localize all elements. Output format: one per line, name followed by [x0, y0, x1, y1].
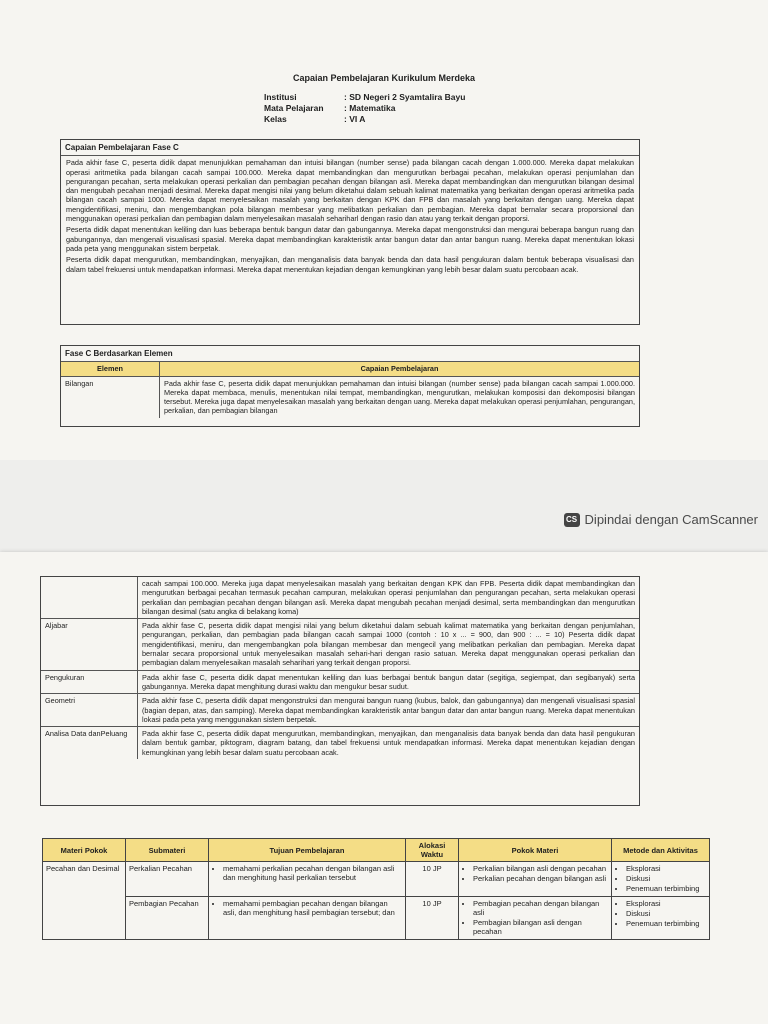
capaian-fase-c-box: [60, 139, 640, 325]
capaian-heading: Capaian Pembelajaran Fase C: [61, 140, 639, 156]
list-item: • Perkalian bilangan asli dengan pecahan: [473, 864, 608, 873]
meta-label: Mata Pelajaran: [264, 103, 324, 113]
list-item: • memahami pembagian pecahan dengan bilangan asli, dan menghitung hasil pembagian tersebut; dan: [223, 899, 402, 917]
col-header-pokok-materi: Pokok Materi: [459, 839, 612, 862]
capaian-col-header: Capaian Pembelajaran: [360, 364, 439, 374]
elemen-row: [41, 618, 639, 669]
elemen-row: [41, 693, 639, 726]
submateri-cell: Pembagian Pecahan: [126, 897, 209, 940]
camscanner-watermark: [564, 512, 758, 527]
list-item: • Penemuan terbimbing: [626, 919, 706, 928]
list-item: • Eksplorasi: [626, 864, 706, 873]
meta-value: : VI A: [344, 114, 366, 124]
list-item: • Diskusi: [626, 874, 706, 883]
capaian-paragraph: Peserta didik dapat mengurutkan, membandingkan, menyajikan, dan menganalisis data banyak benda dan data hasil pengukuran dalam bentuk beberapa visualisasi dan dalam tabel frekuensi untuk mendapatkan informasi. Mereka dapat menentukan kejadian dengan kemungkinan yang lebih besar dalam suatu percobaan acak.: [66, 255, 634, 274]
document-title: Capaian Pembelajaran Kurikulum Merdeka: [292, 73, 476, 83]
elemen-text: Pada akhir fase C, peserta didik dapat mengurutkan, membandingkan, menyajikan, dan menganalisis data banyak benda dan data hasil pengukuran dalam bentuk gambar, piktogram, diagram batang, dan tabel frekuensi untuk mendapatkan informasi. Mereka dapat menentukan kejadian dengan kemungkinan yang lebih besar dalam suatu percobaan acak.: [142, 729, 635, 757]
tujuan-cell: [209, 897, 406, 940]
document-meta: [264, 92, 465, 125]
table-row: [43, 862, 710, 897]
elemen-heading: Fase C Berdasarkan Elemen: [65, 349, 173, 358]
list-item: • Perkalian pecahan dengan bilangan asli: [473, 874, 608, 883]
camscanner-logo-icon: CS: [564, 513, 580, 527]
metode-cell: [612, 897, 710, 940]
elemen-text: cacah sampai 100.000. Mereka juga dapat menyelesaikan masalah yang berkaitan dengan KPK dan FPB. Peserta didik dapat membandingkan dan mengurutkan berbagai pecahan termasuk pecahan campuran, melakukan operasi penjumlahan dan pengurangan pecahan, serta melakukan operasi perkalian dan pembagian pecahan dengan bilangan asli. Mereka dapat mengubah pecahan menjadi desimal, serta membandingkan dan mengurutkan bilangan desimal (satu angka di belakang koma): [142, 579, 635, 616]
elemen-name: Pengukuran: [41, 671, 138, 694]
col-header-materi-pokok: Materi Pokok: [43, 839, 126, 862]
elemen-name: Bilangan: [61, 377, 160, 418]
col-header-tujuan: Tujuan Pembelajaran: [209, 839, 406, 862]
meta-row-mata-pelajaran: [264, 103, 465, 114]
elemen-col-header: Elemen: [61, 362, 160, 375]
col-header-alokasi: Alokasi Waktu: [406, 839, 459, 862]
camscanner-text: Dipindai dengan CamScanner: [584, 512, 758, 527]
materi-pokok-table: [42, 838, 710, 940]
elemen-name: Geometri: [41, 694, 138, 726]
tujuan-cell: [209, 862, 406, 897]
meta-row-institusi: [264, 92, 465, 103]
alokasi-cell: 10 JP: [406, 862, 459, 897]
elemen-text: Pada akhir fase C, peserta didik dapat menentukan keliling dan luas berbagai bentuk bangun datar (segitiga, segiempat, dan segibanyak) serta gabungannya. Mereka dapat menghitung durasi waktu dan mengukur besar sudut.: [142, 672, 635, 691]
elemen-text: Pada akhir fase C, peserta didik dapat mengonstruksi dan mengurai bangun ruang (kubus, balok, dan gabungannya) dan mengenali visualisasi spasial (bagian depan, atas, dan samping). Mereka dapat membandingkan karakteristik antar bangun datar dan antar bangun ruang. Mereka dapat menentukan lokasi pada peta yang menggunakan sistem berpetak.: [142, 696, 635, 724]
elemen-text: Pada akhir fase C, peserta didik dapat menunjukkan pemahaman dan intuisi bilangan (number sense) pada bilangan cacah sampai 1.000.000. Mereka dapat membaca, menulis, menentukan nilai tempat, membandingkan, mengurutkan, melakukan komposisi dan dekomposisi bilangan tersebut. Mereka juga dapat menyelesaikan masalah yang berkaitan dengan uang. Mereka dapat melakukan operasi penjumlahan, pengurangan, perkalian, dan pembagian bilangan: [164, 378, 635, 416]
capaian-paragraph: Pada akhir fase C, peserta didik dapat menunjukkan pemahaman dan intuisi bilangan (number sense) pada bilangan cacah dengan 1.000.000. Mereka dapat melakukan operasi aritmetika pada bilangan cacah sampai 100.000. Mereka dapat membandingkan dan mengurutkan berbagai pecahan, melakukan operasi penjumlahan dan pengurangan pecahan, serta melakukan operasi perkalian dan pembagian pecahan dengan bilangan asli. Mereka dapat membandingkan dan mengurutkan bilangan desimal dan mengubah pecahan menjadi desimal. Mereka dapat mengisi nilai yang belum diketahui dalam sebuah kalimat matematika yang berkaitan dengan operasi aritmetika pada bilangan cacah sampai 1000. Mereka dapat menyelesaikan masalah yang berkaitan dengan KPK dan FPB dan masalah yang berkaitan dengan uang. Mereka dapat mengidentifikasi, meniru, dan mengembangkan pola bilangan membesar yang melibatkan perkalian dan pembagian. Mereka dapat bernalar secara proporsional dan menggunakan operasi perkalian dan pembagian dalam menyelesaikan masalah sehariharl dengan rasio dan atau yang terkait dengan proporsi.: [66, 158, 634, 224]
alokasi-cell: 10 JP: [406, 897, 459, 940]
list-item: • memahami perkalian pecahan dengan bilangan asli dan menghitung hasil perkalian tersebut: [223, 864, 402, 882]
elemen-row: [41, 726, 639, 759]
elemen-row: [61, 376, 639, 418]
list-item: • Penemuan terbimbing: [626, 884, 706, 893]
list-item: • Eksplorasi: [626, 899, 706, 908]
capaian-paragraph: Peserta didik dapat menentukan keliling dan luas beberapa bentuk bangun datar dan gabungannya. Mereka dapat mengonstruksi dan mengurai beberapa bangun ruang dan gabungannya, dan mengenali visualisasi spasial. Mereka dapat membandingkan karakteristik antar bangun datar dan antar bangun ruang. Mereka dapat menentukan lokasi pada peta yang menggunakan sistem berpetak.: [66, 225, 634, 253]
meta-label: Institusi: [264, 92, 297, 102]
meta-value: : Matematika: [344, 103, 396, 113]
materi-pokok-cell: Pecahan dan Desimal: [43, 862, 126, 940]
scanned-page-1: [0, 0, 768, 460]
elemen-name: [41, 577, 138, 618]
list-item: • Pembagian pecahan dengan bilangan asli: [473, 899, 608, 917]
elemen-row: [41, 670, 639, 694]
elemen-name: Analisa Data danPeluang: [41, 727, 138, 759]
list-item: • Pembagian bilangan asli dengan pecahan: [473, 918, 608, 936]
elemen-table-top: [60, 345, 640, 427]
table-header-row: [43, 839, 710, 862]
elemen-text: Pada akhir fase C, peserta didik dapat mengisi nilai yang belum diketahui dalam sebuah kalimat matematika yang berkaitan dengan penjumlahan, pengurangan, perkalian, dan pembagian pada bilangan cacah sampai 1000 (contoh : 10 x ... = 900, dan 900 : ... = 10) Peserta didik dapat mengidentifikasi, meniru, dan mengembangkan pola bilangan membesar dan mengecil yang melibatkan perkalian dan pembagian. Mereka dapat bernalar secara proporsional untuk menyelesaikan masalah sehari-hari dengan rasio satuan. Mereka dapat menggunakan operasi perkalian dan pembagian dalam menyelesaikan masalah seharihari yang terkait dengan proporsi.: [142, 621, 635, 668]
col-header-submateri: Submateri: [126, 839, 209, 862]
meta-row-kelas: [264, 114, 465, 125]
list-item: • Diskusi: [626, 909, 706, 918]
meta-label: Kelas: [264, 114, 287, 124]
table-row: [43, 897, 710, 940]
metode-cell: [612, 862, 710, 897]
meta-value: : SD Negeri 2 Syamtalira Bayu: [344, 92, 466, 102]
elemen-row: [41, 577, 639, 618]
submateri-cell: Perkalian Pecahan: [126, 862, 209, 897]
pokok-materi-cell: [459, 862, 612, 897]
elemen-name: Aljabar: [41, 619, 138, 669]
pokok-materi-cell: [459, 897, 612, 940]
elemen-table-continued: [40, 576, 640, 806]
page-gap: [0, 460, 768, 552]
elemen-header-row: [61, 361, 639, 375]
col-header-metode: Metode dan Aktivitas: [612, 839, 710, 862]
